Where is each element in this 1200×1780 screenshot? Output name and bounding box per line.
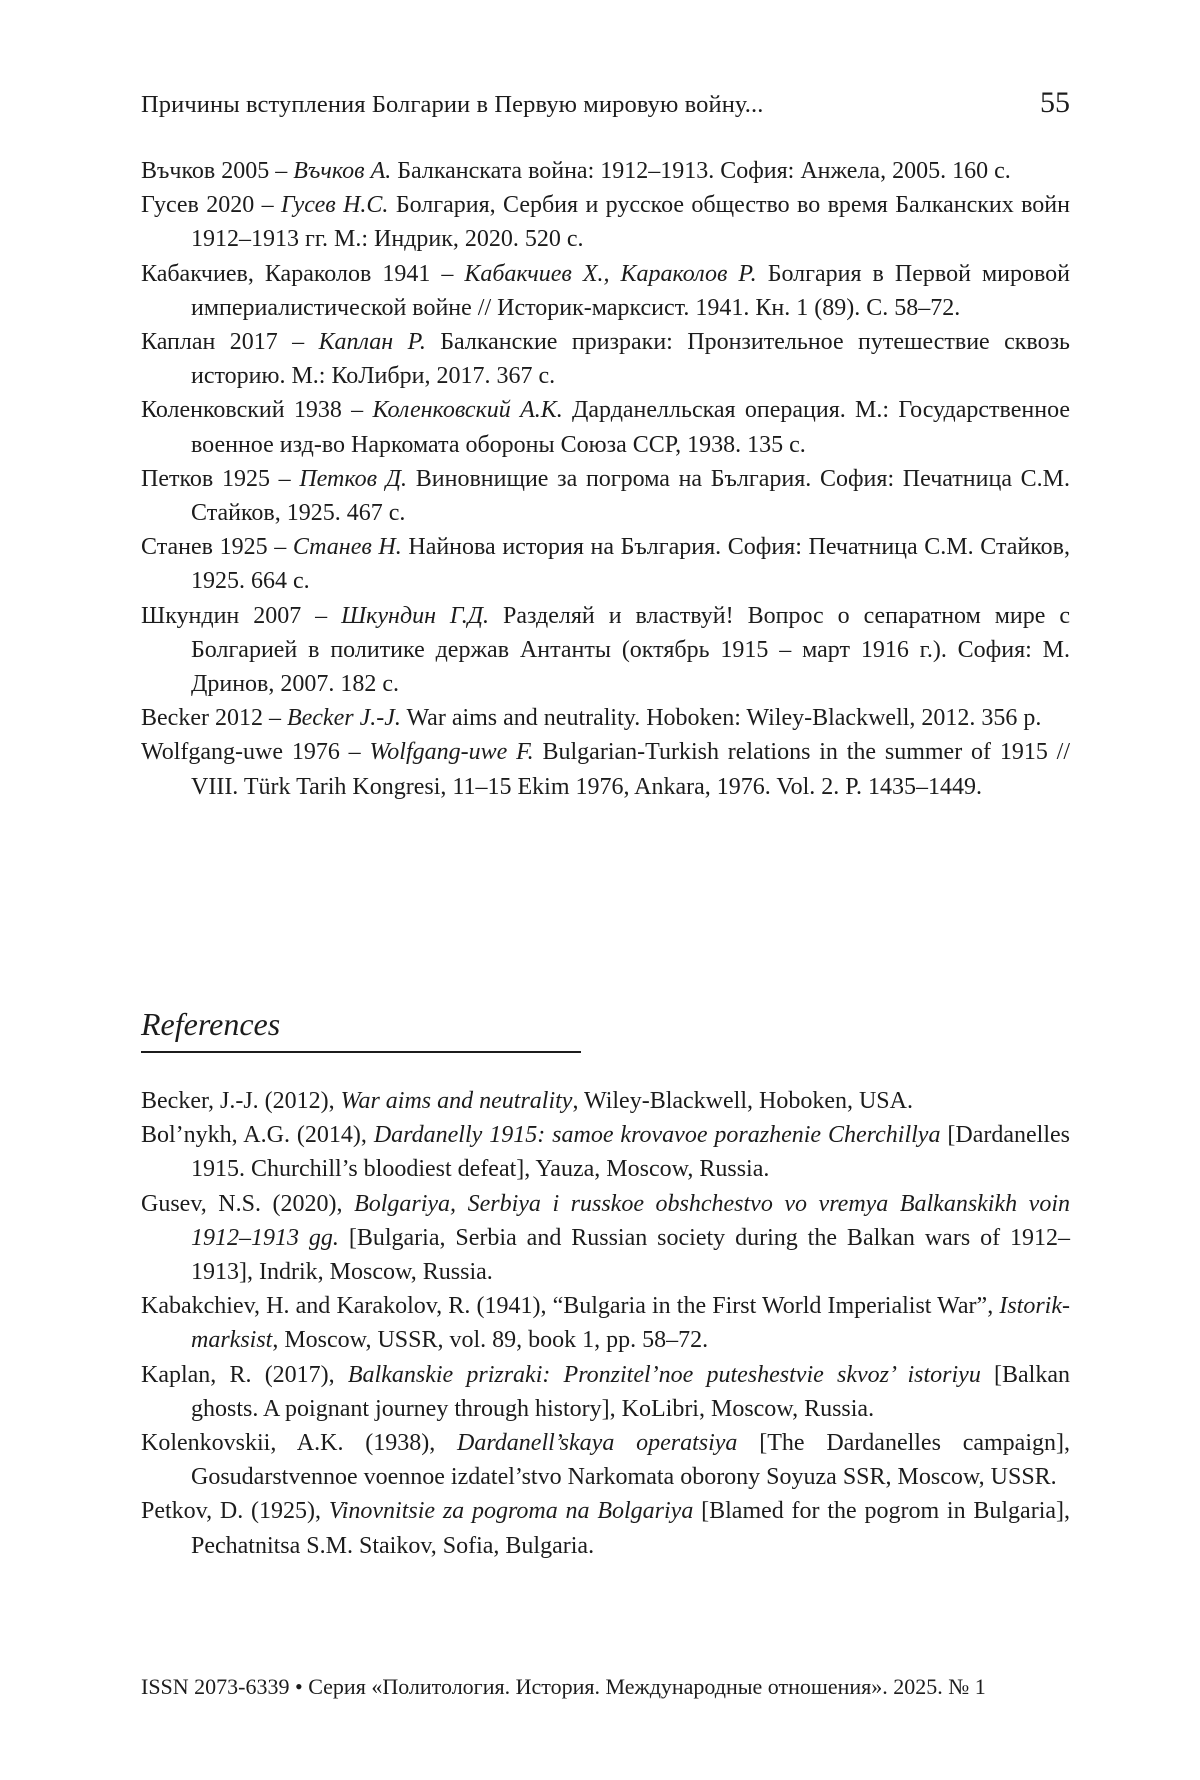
entry-key: Станев 1925 –: [141, 534, 293, 560]
bibliography-entry: [141, 530, 1070, 598]
entry-author: Кабакчиев Х., Караколов Р.: [464, 261, 756, 287]
entry-details: Виновнищие за погрома на България. София: Печатница С.М. Стайков, 1925. 467 с.: [191, 466, 1070, 526]
reference-details: [Dardanelles 1915. Churchill’s bloodiest defeat], Yauza, Moscow, Russia.: [191, 1122, 1070, 1182]
entry-author: Becker J.-J.: [287, 705, 401, 731]
reference-details: , Moscow, USSR, vol. 89, book 1, pp. 58–72.: [272, 1327, 708, 1353]
entry-details: Дарданелльская операция. М.: Государственное военное изд-во Наркомата обороны Союза ССР, 1938. 135 с.: [191, 397, 1070, 457]
bibliography-list: [141, 154, 1070, 804]
heading-underline: [141, 1051, 581, 1053]
reference-entry: [141, 1187, 1070, 1290]
entry-author: Каплан Р.: [319, 329, 426, 355]
bibliography-entry: [141, 325, 1070, 393]
reference-entry: [141, 1289, 1070, 1357]
reference-details: [The Dardanelles campaign], Gosudarstvennoe voennoe izdatel’stvo Narkomata oborony Soyuza SSR, Moscow, USSR.: [191, 1430, 1070, 1490]
reference-author: Petkov, D. (1925),: [141, 1498, 329, 1524]
entry-key: Wolfgang-uwe 1976 –: [141, 739, 370, 765]
entry-details: Балканские призраки: Пронзительное путешествие сквозь историю. М.: КоЛибри, 2017. 367 с.: [191, 329, 1070, 389]
reference-title: Balkanskie prizraki: Pronzitel’noe puteshestvie skvoz’ istoriyu: [348, 1362, 981, 1388]
bibliography-entry: [141, 257, 1070, 325]
bibliography-entry: [141, 393, 1070, 461]
reference-entry: [141, 1084, 1070, 1118]
entry-author: Въчков А.: [293, 158, 391, 184]
entry-details: Болгария в Первой мировой империалистической войне // Историк-марксист. 1941. Кн. 1 (89). С. 58–72.: [191, 261, 1070, 321]
reference-title: Dardanell’skaya operatsiya: [457, 1430, 737, 1456]
page-number: 55: [1040, 86, 1070, 120]
entry-author: Коленковский А.К.: [372, 397, 562, 423]
bibliography-entry: [141, 462, 1070, 530]
reference-title: Dardanelly 1915: samoe krovavoe porazhenie Cherchillya: [374, 1122, 941, 1148]
reference-title: War aims and neutrality: [341, 1088, 573, 1114]
reference-entry: [141, 1426, 1070, 1494]
entry-author: Петков Д.: [299, 466, 407, 492]
entry-author: Wolfgang-uwe F.: [370, 739, 534, 765]
entry-key: Кабакчиев, Караколов 1941 –: [141, 261, 464, 287]
running-footer: ISSN 2073-6339 • Серия «Политология. История. Международные отношения». 2025. № 1: [141, 1673, 1070, 1701]
journal-page: [141, 0, 1070, 1780]
entry-author: Станев Н.: [293, 534, 402, 560]
entry-key: Becker 2012 –: [141, 705, 287, 731]
reference-author: Kolenkovskii, A.K. (1938),: [141, 1430, 457, 1456]
references-heading: References: [141, 1004, 280, 1044]
reference-details: [Blamed for the pogrom in Bulgaria], Pechatnitsa S.M. Staikov, Sofia, Bulgaria.: [191, 1498, 1070, 1558]
reference-author: Kabakchiev, H. and Karakolov, R. (1941), “Bulgaria in the First World Imperialist War”,: [141, 1293, 999, 1319]
reference-author: Becker, J.-J. (2012),: [141, 1088, 341, 1114]
entry-details: Разделяй и властвуй! Вопрос о сепаратном мире с Болгарией в политике держав Антанты (октябрь 1915 – март 1916 г.). София: М. Дринов, 2007. 182 с.: [191, 603, 1070, 697]
entry-key: Петков 1925 –: [141, 466, 299, 492]
bibliography-entry: [141, 735, 1070, 803]
entry-details: Болгария, Сербия и русское общество во время Балканских войн 1912–1913 гг. М.: Индрик, 2020. 520 с.: [191, 192, 1070, 252]
reference-title: Bolgariya, Serbiya i russkoe obshchestvo vo vremya Balkanskikh voin 1912–1913 gg.: [191, 1191, 1070, 1251]
running-title: Причины вступления Болгарии в Первую мировую войну...: [141, 91, 763, 119]
reference-details: [Balkan ghosts. A poignant journey through history], KoLibri, Moscow, Russia.: [191, 1362, 1070, 1422]
bibliography-entry: [141, 599, 1070, 702]
reference-entry: [141, 1494, 1070, 1562]
entry-key: Гусев 2020 –: [141, 192, 281, 218]
reference-author: Kaplan, R. (2017),: [141, 1362, 348, 1388]
reference-title: Vinovnitsie za pogroma na Bolgariya: [329, 1498, 694, 1524]
reference-author: Gusev, N.S. (2020),: [141, 1191, 354, 1217]
entry-key: Шкундин 2007 –: [141, 603, 341, 629]
entry-author: Шкундин Г.Д.: [341, 603, 489, 629]
reference-details: , Wiley-Blackwell, Hoboken, USA.: [572, 1088, 913, 1114]
reference-entry: [141, 1358, 1070, 1426]
references-list: [141, 1084, 1070, 1563]
bibliography-entry: [141, 701, 1070, 735]
bibliography-entry: [141, 188, 1070, 256]
entry-details: War aims and neutrality. Hoboken: Wiley-Blackwell, 2012. 356 p.: [401, 705, 1042, 731]
reference-title: Istorik-marksist: [191, 1293, 1070, 1353]
running-header: [141, 86, 1070, 120]
entry-details: Балканската война: 1912–1913. София: Анжела, 2005. 160 с.: [391, 158, 1011, 184]
entry-key: Каплан 2017 –: [141, 329, 319, 355]
reference-author: Bol’nykh, A.G. (2014),: [141, 1122, 374, 1148]
bibliography-entry: [141, 154, 1070, 188]
reference-details: [Bulgaria, Serbia and Russian society during the Balkan wars of 1912–1913], Indrik, Moscow, Russia.: [191, 1225, 1070, 1285]
reference-entry: [141, 1118, 1070, 1186]
entry-details: Найнова история на България. София: Печатница С.М. Стайков, 1925. 664 с.: [191, 534, 1070, 594]
entry-key: Въчков 2005 –: [141, 158, 293, 184]
entry-details: Bulgarian-Turkish relations in the summer of 1915 // VIII. Türk Tarih Kongresi, 11–15 Ekim 1976, Ankara, 1976. Vol. 2. P. 1435–1449.: [191, 739, 1070, 799]
entry-author: Гусев Н.С.: [281, 192, 388, 218]
entry-key: Коленковский 1938 –: [141, 397, 372, 423]
